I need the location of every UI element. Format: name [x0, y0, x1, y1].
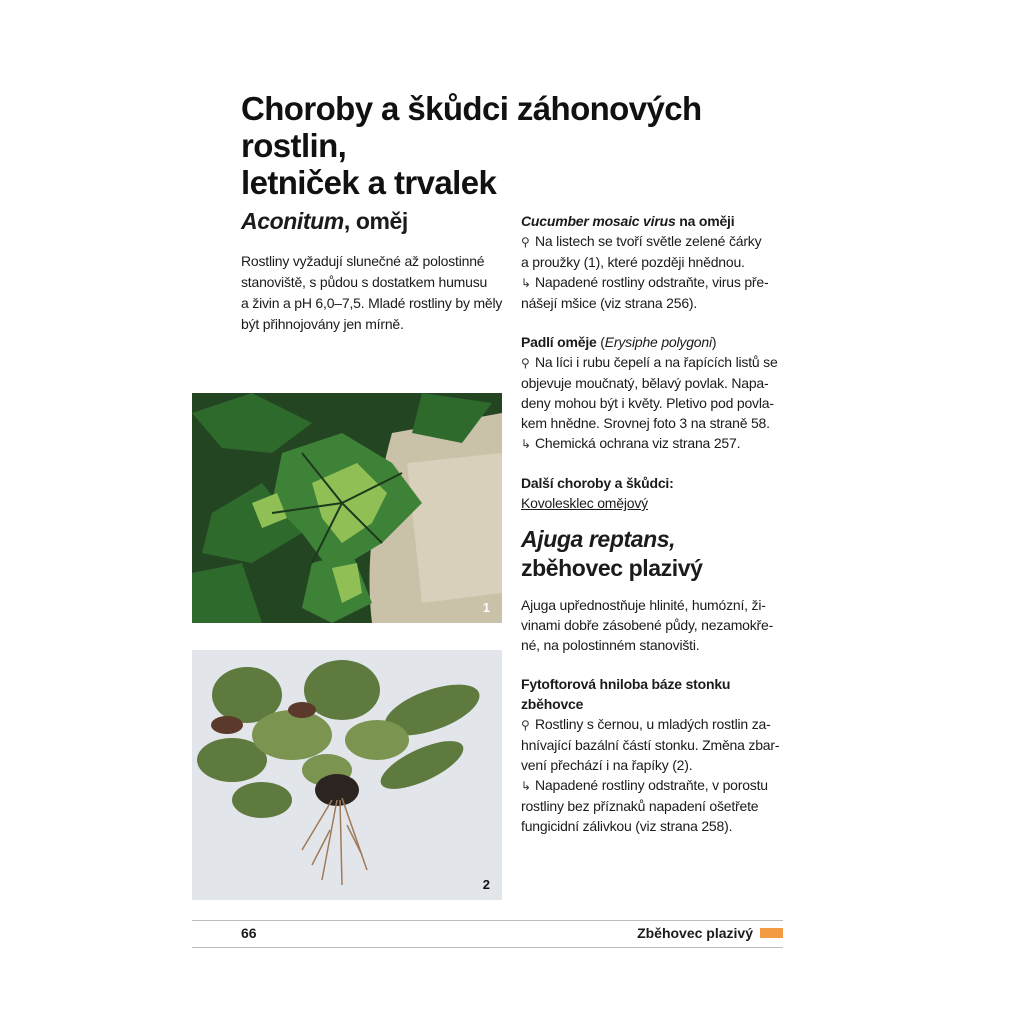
ajuga-intro-line: vinami dobře zásobené půdy, nezamokře- [521, 617, 774, 633]
phytophthora-title [521, 674, 783, 714]
mildew-title-paren: ) [711, 334, 717, 350]
photo-number-2: 2 [482, 877, 490, 892]
photo-aconitum-leaves [192, 393, 502, 623]
symptom-line [521, 714, 783, 735]
symptom-line [521, 231, 783, 252]
page-footer [192, 920, 783, 948]
ajuga-intro-line: Ajuga upřednostňuje hlinité, humózní, ži- [521, 597, 766, 613]
treatment-line [521, 433, 783, 454]
symptom-line: a proužky (1), které později hnědnou. [521, 254, 745, 270]
cmv-title-rest: na oměji [675, 213, 735, 229]
aconitum-heading-latin: Aconitum [241, 208, 344, 234]
phytophthora-title-line: zběhovce [521, 696, 584, 712]
other-pests-title: Další choroby a škůdci: [521, 475, 674, 491]
cmv-title-latin: Cucumber mosaic virus [521, 213, 676, 229]
symptom-line: hnívající bazální částí stonku. Změna zbar- [521, 737, 780, 753]
aconitum-intro-line: Rostliny vyžadují slunečné až polostinné [241, 253, 485, 269]
mildew-title-paren: ( [596, 334, 605, 350]
ajuga-plant-illustration [192, 650, 502, 900]
page-number: 66 [241, 925, 257, 941]
symptom-text: Na líci i rubu čepelí a na řapících listů se [535, 354, 778, 370]
mildew-title-czech: Padlí oměje [521, 334, 597, 350]
magnifier-icon: ⚲ [521, 235, 530, 249]
ajuga-intro-line: né, na polostinném stanovišti. [521, 637, 700, 653]
photo-number-1: 1 [482, 600, 490, 615]
aconitum-heading [241, 207, 503, 235]
aconitum-intro-line: stanoviště, s půdou s dostatkem humusu [241, 274, 488, 290]
cmv-section [521, 211, 783, 313]
treatment-text: Chemická ochrana viz strana 257. [535, 435, 741, 451]
treatment-line [521, 775, 783, 796]
treatment-line [521, 272, 783, 293]
symptom-line: deny mohou být i květy. Pletivo pod povla- [521, 395, 774, 411]
cmv-title [521, 211, 783, 231]
magnifier-icon: ⚲ [521, 356, 530, 370]
treatment-line: fungicidní zálivkou (viz strana 258). [521, 818, 733, 834]
phytophthora-title-line: Fytoftorová hniloba báze stonku [521, 676, 731, 692]
page-title-line-2: letniček a trvalek [241, 164, 497, 201]
right-column [521, 211, 783, 855]
arrow-icon: ↳ [521, 276, 531, 290]
phytophthora-section [521, 674, 783, 836]
ajuga-intro [521, 595, 783, 655]
photo-ajuga-plant [192, 650, 502, 900]
symptom-line: objevuje moučnatý, bělavý povlak. Napa- [521, 375, 769, 391]
arrow-icon: ↳ [521, 779, 531, 793]
ajuga-heading-latin: Ajuga reptans, [521, 526, 676, 552]
symptom-text: Rostliny s černou, u mladých rostlin za- [535, 716, 771, 732]
symptom-line: kem hnědne. Srovnej foto 3 na straně 58. [521, 415, 770, 431]
symptom-line: vení přechází i na řapíky (2). [521, 757, 693, 773]
treatment-text: Napadené rostliny odstraňte, v porostu [535, 777, 768, 793]
symptom-line [521, 352, 783, 373]
mildew-title [521, 332, 783, 352]
ajuga-heading-czech: zběhovec plazivý [521, 555, 703, 581]
other-pests-section [521, 473, 783, 513]
arrow-icon: ↳ [521, 437, 531, 451]
aconitum-leaves-illustration [192, 393, 502, 623]
aconitum-intro-line: a živin a pH 6,0–7,5. Mladé rostliny by měly [241, 295, 503, 311]
aconitum-intro [241, 251, 503, 335]
ajuga-heading [521, 525, 783, 583]
treatment-line: nášejí mšice (viz strana 256). [521, 295, 698, 311]
aconitum-intro-line: být přihnojovány jen mírně. [241, 316, 404, 332]
treatment-text: Napadené rostliny odstraňte, virus pře- [535, 274, 769, 290]
symptom-text: Na listech se tvoří světle zelené čárky [535, 233, 762, 249]
page-title-line-1: Choroby a škůdci záhonových rostlin, [241, 90, 702, 164]
running-title: Zběhovec plazivý [637, 925, 753, 941]
section-color-marker [760, 928, 783, 938]
magnifier-icon: ⚲ [521, 718, 530, 732]
treatment-line: rostliny bez příznaků napadení ošetřete [521, 798, 759, 814]
left-column [241, 207, 503, 335]
page-title [241, 90, 801, 201]
mildew-section [521, 332, 783, 454]
other-pests-link[interactable]: Kovolesklec omějový [521, 495, 648, 511]
mildew-title-latin: Erysiphe polygoni [604, 334, 712, 350]
aconitum-heading-czech: , oměj [343, 208, 408, 234]
